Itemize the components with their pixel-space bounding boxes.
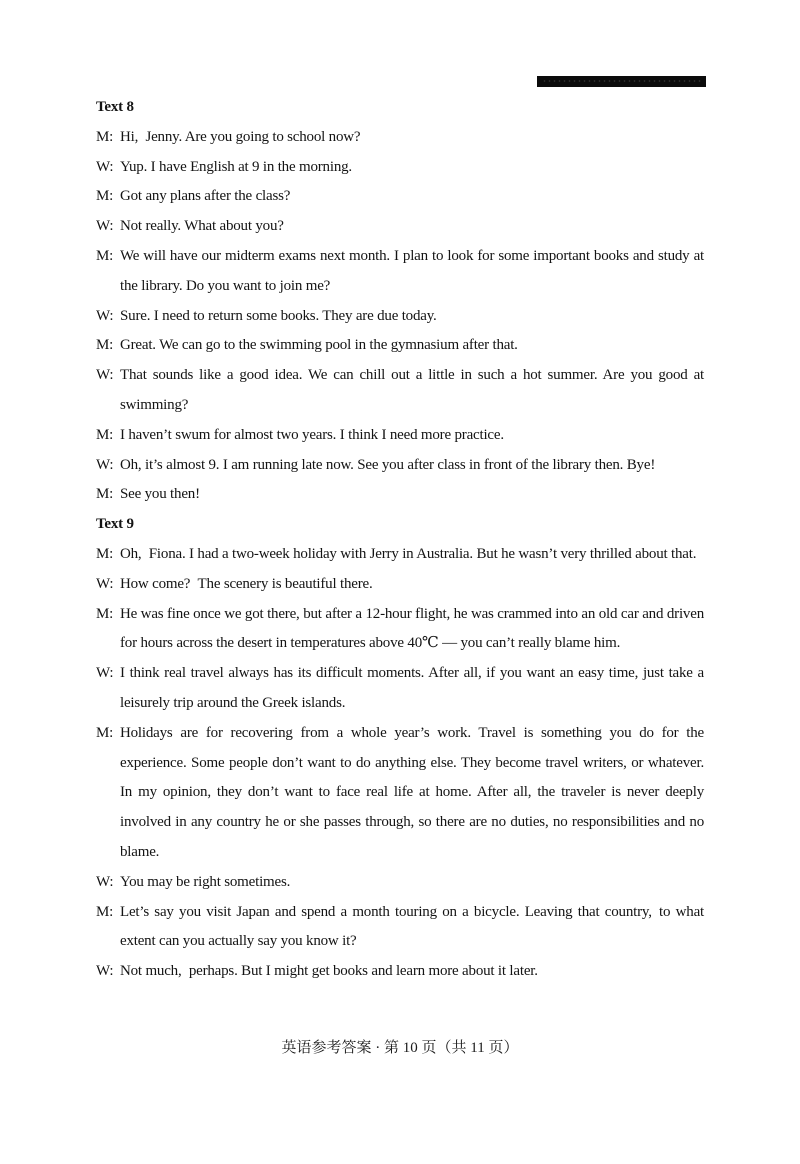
dialogue-line: [96, 719, 704, 868]
speaker-label: W:: [96, 218, 114, 235]
speaker-label: W:: [96, 456, 114, 473]
dialogue-line: [96, 242, 704, 302]
utterance-text: I think real travel always has its difficult moments. After all, if you want an easy time, just take a leisurely trip around the Greek islands.: [120, 665, 704, 711]
speaker-label: M:: [96, 724, 114, 741]
speaker-label: W:: [96, 963, 114, 980]
utterance-text: Not really. What about you?: [120, 218, 284, 235]
utterance-text: Yup. I have English at 9 in the morning.: [120, 158, 352, 175]
utterance-text: Let’s say you visit Japan and spend a month touring on a bicycle. Leaving that country, to what extent can you actually say you know it?: [120, 903, 704, 950]
utterance-text: Holidays are for recovering from a whole year’s work. Travel is something you do for the experience. Some people don’t want to do anything else. They become travel writers, or whatever. In my opinion, they don’t want to face real life at home. After all, the traveler is never deeply involved in any country he or she passes through, so there are no duties, no responsibilities and no blame.: [120, 724, 704, 860]
utterance-text: That sounds like a good idea. We can chill out a little in such a hot summer. Are you good at swimming?: [120, 367, 704, 413]
utterance-text: Oh, Fiona. I had a two-week holiday with Jerry in Australia. But he wasn’t very thrilled about that.: [120, 545, 697, 562]
utterance-text: Not much, perhaps. But I might get books and learn more about it later.: [120, 963, 538, 980]
section-heading: Text 9: [96, 516, 134, 533]
dialogue-line: [96, 331, 704, 361]
utterance-text: Sure. I need to return some books. They are due today.: [120, 307, 437, 324]
speaker-label: M:: [96, 486, 114, 503]
speaker-label: M:: [96, 426, 114, 443]
speaker-label: W:: [96, 665, 114, 682]
speaker-label: M:: [96, 247, 114, 264]
utterance-text: See you then!: [120, 486, 200, 503]
redacted-header-bar: [537, 76, 706, 87]
utterance-text: He was fine once we got there, but after a 12-hour flight, he was crammed into an old car and driven for hours across the desert in temperatures above 40℃ — you can’t really blame him.: [120, 605, 704, 652]
utterance-text: Great. We can go to the swimming pool in the gymnasium after that.: [120, 337, 518, 354]
speaker-label: W:: [96, 158, 114, 175]
speaker-label: W:: [96, 873, 114, 890]
speaker-label: M:: [96, 545, 114, 562]
utterance-text: Oh, it’s almost 9. I am running late now. See you after class in front of the library then. Bye!: [120, 456, 656, 473]
dialogue-line: [96, 957, 704, 987]
utterance-text: Hi, Jenny. Are you going to school now?: [120, 128, 361, 145]
speaker-label: W:: [96, 575, 114, 592]
utterance-text: Got any plans after the class?: [120, 188, 291, 205]
page-footer: 英语参考答案 · 第 10 页（共 11 页）: [281, 1040, 519, 1056]
section-heading: Text 8: [96, 99, 134, 115]
dialogue-line: [96, 868, 704, 898]
dialogue-line: [96, 898, 704, 958]
dialogue-line: [96, 123, 704, 153]
utterance-text: How come? The scenery is beautiful there.: [120, 575, 373, 592]
dialogue-line: [96, 361, 704, 421]
dialogue-line: [96, 540, 704, 570]
dialogue-line: [96, 421, 704, 451]
dialogue-line: [96, 600, 704, 660]
speaker-label: M:: [96, 128, 114, 145]
dialogue-line: [96, 570, 704, 600]
speaker-label: M:: [96, 337, 114, 354]
utterance-text: We will have our midterm exams next month. I plan to look for some important books and study at the library. Do you want to join me?: [120, 247, 704, 294]
speaker-label: W:: [96, 367, 114, 384]
speaker-label: M:: [96, 605, 114, 622]
dialogue-line: [96, 451, 704, 481]
speaker-label: M:: [96, 188, 114, 205]
dialogue-line: [96, 153, 704, 183]
dialogue-line: [96, 480, 704, 510]
utterance-text: You may be right sometimes.: [120, 873, 291, 890]
dialogue-line: [96, 182, 704, 212]
utterance-text: I haven’t swum for almost two years. I think I need more practice.: [120, 426, 504, 443]
speaker-label: M:: [96, 903, 114, 920]
transcript: [96, 93, 704, 987]
dialogue-line: [96, 212, 704, 242]
speaker-label: W:: [96, 307, 114, 324]
dialogue-line: [96, 659, 704, 719]
dialogue-line: [96, 302, 704, 332]
